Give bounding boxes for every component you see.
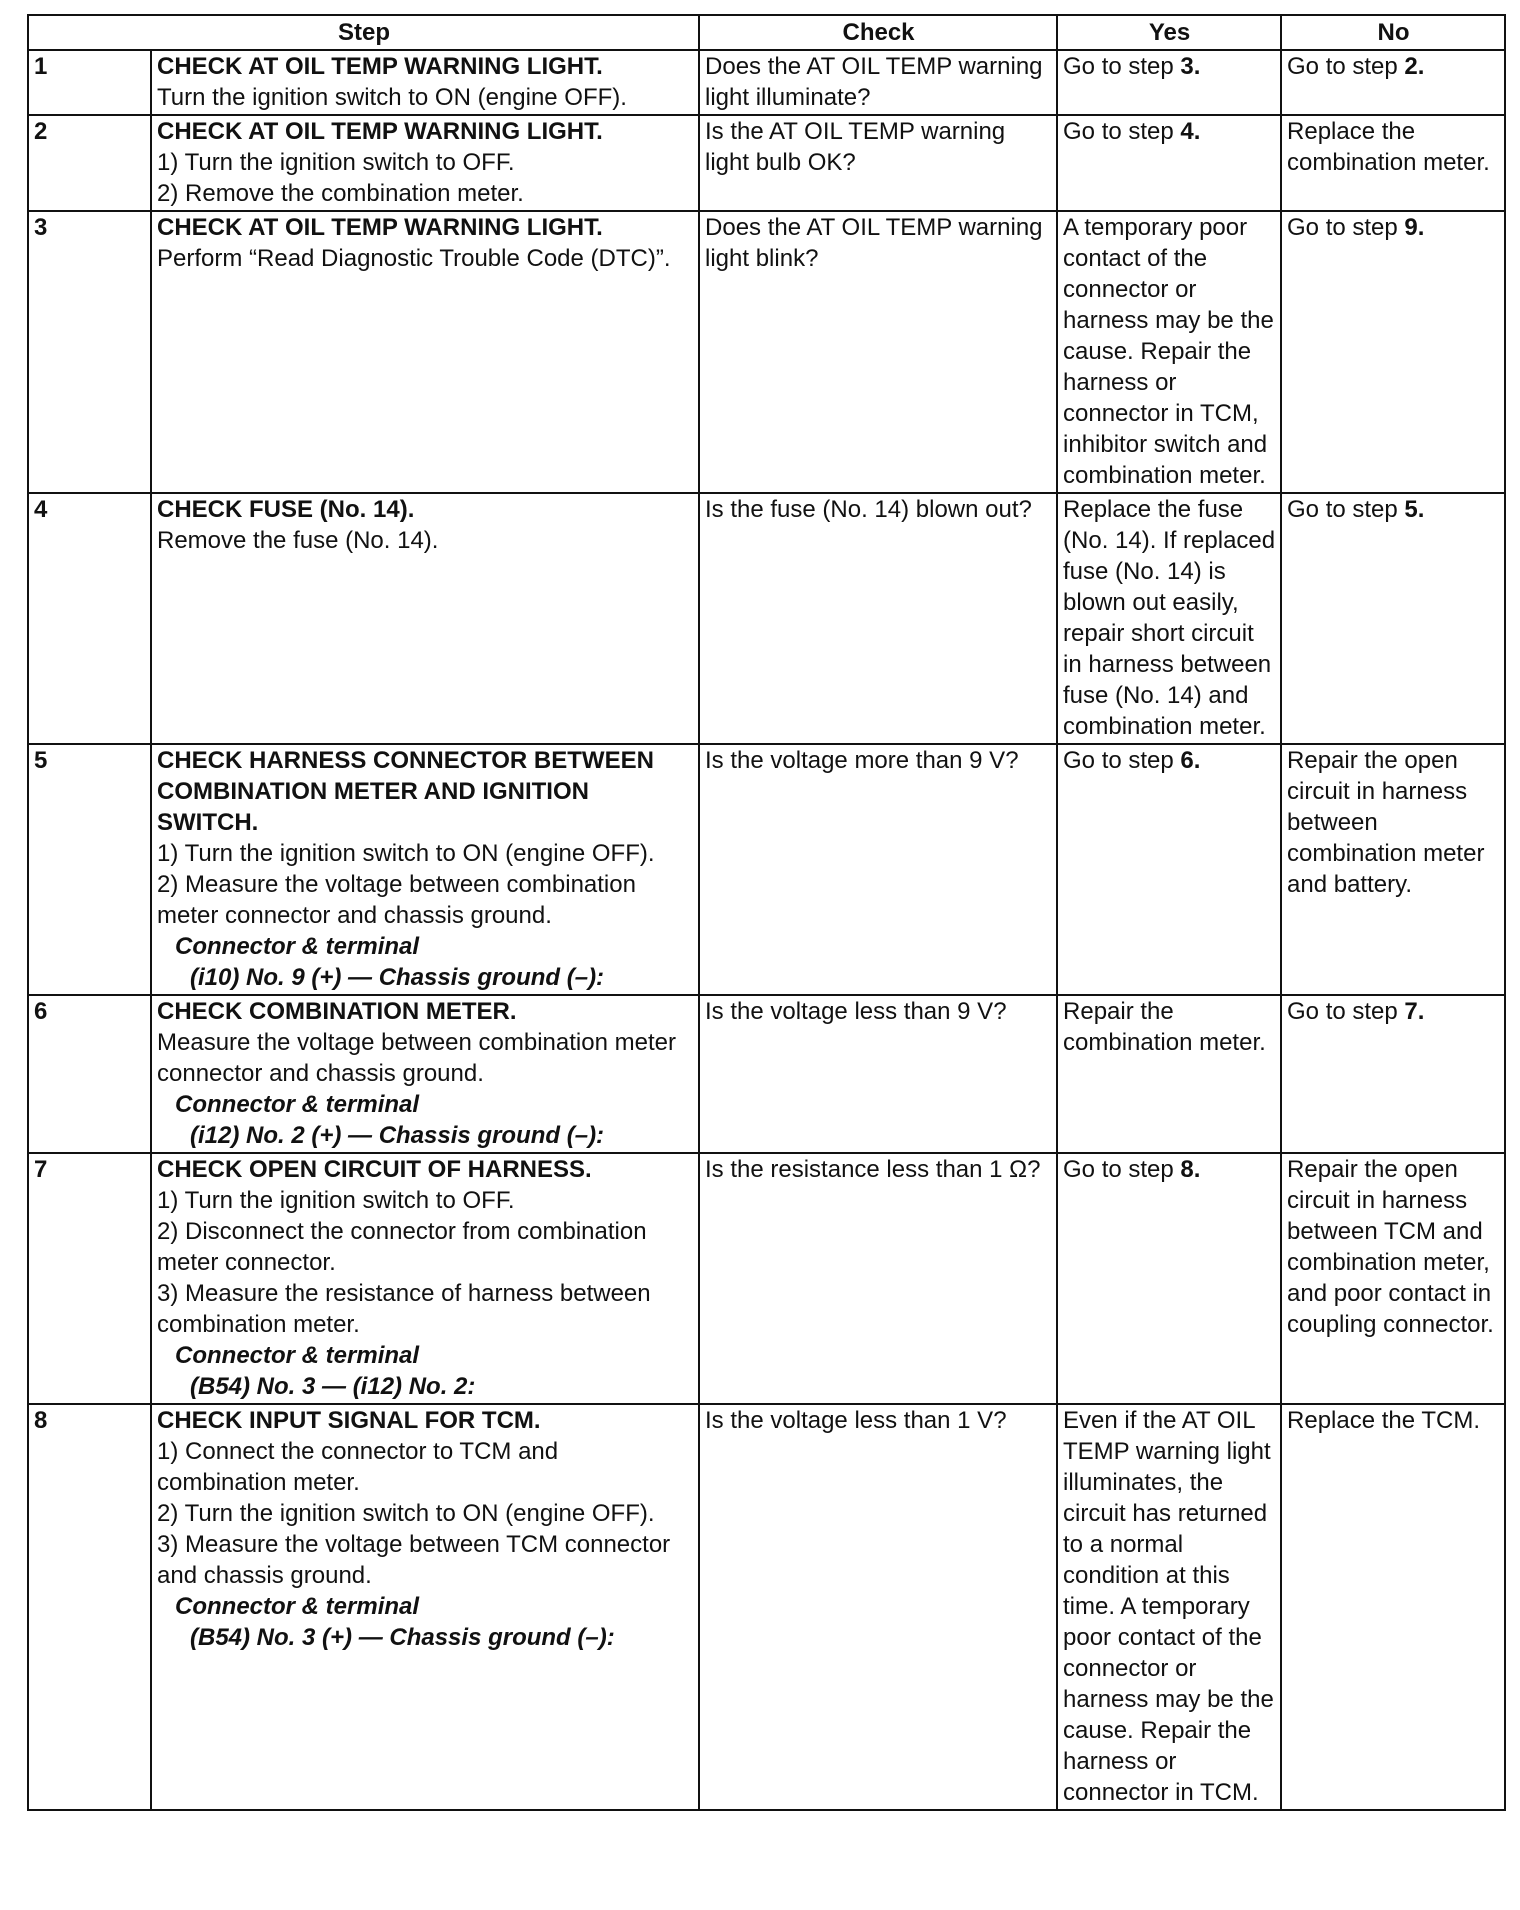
- step-cell: [151, 115, 699, 211]
- connector-label: Connector & terminal: [175, 1593, 420, 1620]
- table-row: [28, 493, 1505, 744]
- yes-cell: [1057, 115, 1281, 211]
- step-cell: [151, 211, 699, 493]
- yes-cell: [1057, 50, 1281, 115]
- check-cell: Does the AT OIL TEMP warning light illuminate?: [699, 50, 1057, 115]
- instruction-line: 2) Measure the voltage between combination meter connector and chassis ground.: [157, 871, 636, 929]
- no-cell: [1281, 995, 1505, 1153]
- yes-cell: [1057, 995, 1281, 1153]
- table-row: [28, 995, 1505, 1153]
- instruction-line: 1) Turn the ignition switch to OFF.: [157, 1187, 515, 1214]
- step-cell: [151, 744, 699, 995]
- table-row: [28, 1404, 1505, 1810]
- check-cell: Does the AT OIL TEMP warning light blink?: [699, 211, 1057, 493]
- yes-cell: [1057, 211, 1281, 493]
- check-cell: Is the voltage less than 9 V?: [699, 995, 1057, 1153]
- diagnostic-table: [27, 14, 1506, 1811]
- connector-value: (i10) No. 9 (+) — Chassis ground (–):: [190, 964, 605, 991]
- step-cell: [151, 1404, 699, 1810]
- step-title: CHECK COMBINATION METER.: [157, 998, 517, 1025]
- step-instructions: [157, 838, 694, 931]
- instruction-line: 1) Turn the ignition switch to ON (engine OFF).: [157, 840, 655, 867]
- instruction-line: Perform “Read Diagnostic Trouble Code (DTC)”.: [157, 245, 671, 272]
- table-row: [28, 1153, 1505, 1404]
- step-number: 3: [28, 211, 151, 493]
- step-number: 5: [28, 744, 151, 995]
- yes-cell: [1057, 1153, 1281, 1404]
- instruction-line: 2) Disconnect the connector from combination meter connector.: [157, 1218, 647, 1276]
- step-instructions: [157, 1027, 694, 1089]
- yes-text: Go to step: [1063, 747, 1181, 774]
- connector-label: Connector & terminal: [175, 1091, 420, 1118]
- instruction-line: Remove the fuse (No. 14).: [157, 527, 439, 554]
- check-cell: Is the voltage more than 9 V?: [699, 744, 1057, 995]
- no-text: Repair the open circuit in harness between TCM and combination meter, and poor contact in coupling connector.: [1287, 1156, 1494, 1338]
- check-cell: Is the resistance less than 1 Ω?: [699, 1153, 1057, 1404]
- no-text: Replace the TCM.: [1287, 1407, 1480, 1434]
- table-header: [28, 15, 1505, 50]
- step-instructions: [157, 1436, 694, 1591]
- no-cell: [1281, 50, 1505, 115]
- step-instructions: [157, 1185, 694, 1340]
- step-title: CHECK AT OIL TEMP WARNING LIGHT.: [157, 214, 603, 241]
- no-cell: [1281, 211, 1505, 493]
- step-instructions: [157, 82, 694, 113]
- header-yes: Yes: [1057, 15, 1281, 50]
- step-instructions: [157, 525, 694, 556]
- no-text: Go to step: [1287, 214, 1405, 241]
- header-row: [28, 15, 1505, 50]
- yes-text: Go to step: [1063, 1156, 1181, 1183]
- step-instructions: [157, 147, 694, 209]
- step-number: 7: [28, 1153, 151, 1404]
- yes-step-ref: 4.: [1180, 118, 1201, 145]
- step-cell: [151, 1153, 699, 1404]
- step-title: CHECK FUSE (No. 14).: [157, 496, 415, 523]
- step-cell: [151, 50, 699, 115]
- no-cell: [1281, 1404, 1505, 1810]
- table-body: [28, 50, 1505, 1810]
- instruction-line: 1) Turn the ignition switch to OFF.: [157, 149, 515, 176]
- no-text: Go to step: [1287, 53, 1405, 80]
- step-title: CHECK AT OIL TEMP WARNING LIGHT.: [157, 118, 603, 145]
- yes-text: Replace the fuse (No. 14). If replaced fuse (No. 14) is blown out easily, repair short circuit in harness between fuse (No. 14) and combination meter.: [1063, 496, 1276, 740]
- no-text: Repair the open circuit in harness between combination meter and battery.: [1287, 747, 1485, 898]
- connector-label: Connector & terminal: [175, 933, 420, 960]
- connector-value: (i12) No. 2 (+) — Chassis ground (–):: [190, 1122, 605, 1149]
- check-cell: Is the fuse (No. 14) blown out?: [699, 493, 1057, 744]
- instruction-line: Turn the ignition switch to ON (engine OFF).: [157, 84, 627, 111]
- step-number: 4: [28, 493, 151, 744]
- table-row: [28, 50, 1505, 115]
- yes-cell: [1057, 744, 1281, 995]
- yes-text: Go to step: [1063, 53, 1181, 80]
- header-step: Step: [28, 15, 699, 50]
- connector-value: (B54) No. 3 (+) — Chassis ground (–):: [190, 1624, 615, 1651]
- step-instructions: [157, 243, 694, 274]
- no-step-ref: 7.: [1404, 998, 1425, 1025]
- yes-cell: [1057, 493, 1281, 744]
- yes-step-ref: 8.: [1180, 1156, 1201, 1183]
- instruction-line: 3) Measure the voltage between TCM connector and chassis ground.: [157, 1531, 671, 1589]
- instruction-line: 2) Turn the ignition switch to ON (engine OFF).: [157, 1500, 655, 1527]
- header-no: No: [1281, 15, 1505, 50]
- yes-text: Go to step: [1063, 118, 1181, 145]
- no-text: Go to step: [1287, 496, 1405, 523]
- step-number: 8: [28, 1404, 151, 1810]
- header-check: Check: [699, 15, 1057, 50]
- yes-text: Even if the AT OIL TEMP warning light illuminates, the circuit has returned to a normal condition at this time. A temporary poor contact of the connector or harness may be the cause. Repair the harness or connector in TCM.: [1063, 1407, 1274, 1806]
- yes-text: Repair the combination meter.: [1063, 998, 1266, 1056]
- step-cell: [151, 995, 699, 1153]
- yes-step-ref: 3.: [1180, 53, 1201, 80]
- check-cell: Is the AT OIL TEMP warning light bulb OK?: [699, 115, 1057, 211]
- table-row: [28, 115, 1505, 211]
- no-cell: [1281, 744, 1505, 995]
- no-cell: [1281, 493, 1505, 744]
- no-text: Replace the combination meter.: [1287, 118, 1490, 176]
- step-title: CHECK OPEN CIRCUIT OF HARNESS.: [157, 1156, 592, 1183]
- no-text: Go to step: [1287, 998, 1405, 1025]
- step-number: 2: [28, 115, 151, 211]
- table-row: [28, 744, 1505, 995]
- no-cell: [1281, 1153, 1505, 1404]
- no-cell: [1281, 115, 1505, 211]
- instruction-line: 1) Connect the connector to TCM and combination meter.: [157, 1438, 559, 1496]
- yes-text: A temporary poor contact of the connector or harness may be the cause. Repair the harness or connector in TCM, inhibitor switch and combination meter.: [1063, 214, 1274, 489]
- no-step-ref: 5.: [1404, 496, 1425, 523]
- step-number: 6: [28, 995, 151, 1153]
- step-title: CHECK INPUT SIGNAL FOR TCM.: [157, 1407, 541, 1434]
- step-title: CHECK HARNESS CONNECTOR BETWEEN COMBINATION METER AND IGNITION SWITCH.: [157, 747, 654, 836]
- check-cell: Is the voltage less than 1 V?: [699, 1404, 1057, 1810]
- step-number: 1: [28, 50, 151, 115]
- instruction-line: 2) Remove the combination meter.: [157, 180, 524, 207]
- table-row: [28, 211, 1505, 493]
- yes-step-ref: 6.: [1180, 747, 1201, 774]
- no-step-ref: 9.: [1404, 214, 1425, 241]
- instruction-line: 3) Measure the resistance of harness between combination meter.: [157, 1280, 651, 1338]
- step-cell: [151, 493, 699, 744]
- instruction-line: Measure the voltage between combination meter connector and chassis ground.: [157, 1029, 676, 1087]
- connector-label: Connector & terminal: [175, 1342, 420, 1369]
- connector-value: (B54) No. 3 — (i12) No. 2:: [190, 1373, 476, 1400]
- yes-cell: [1057, 1404, 1281, 1810]
- no-step-ref: 2.: [1404, 53, 1425, 80]
- step-title: CHECK AT OIL TEMP WARNING LIGHT.: [157, 53, 603, 80]
